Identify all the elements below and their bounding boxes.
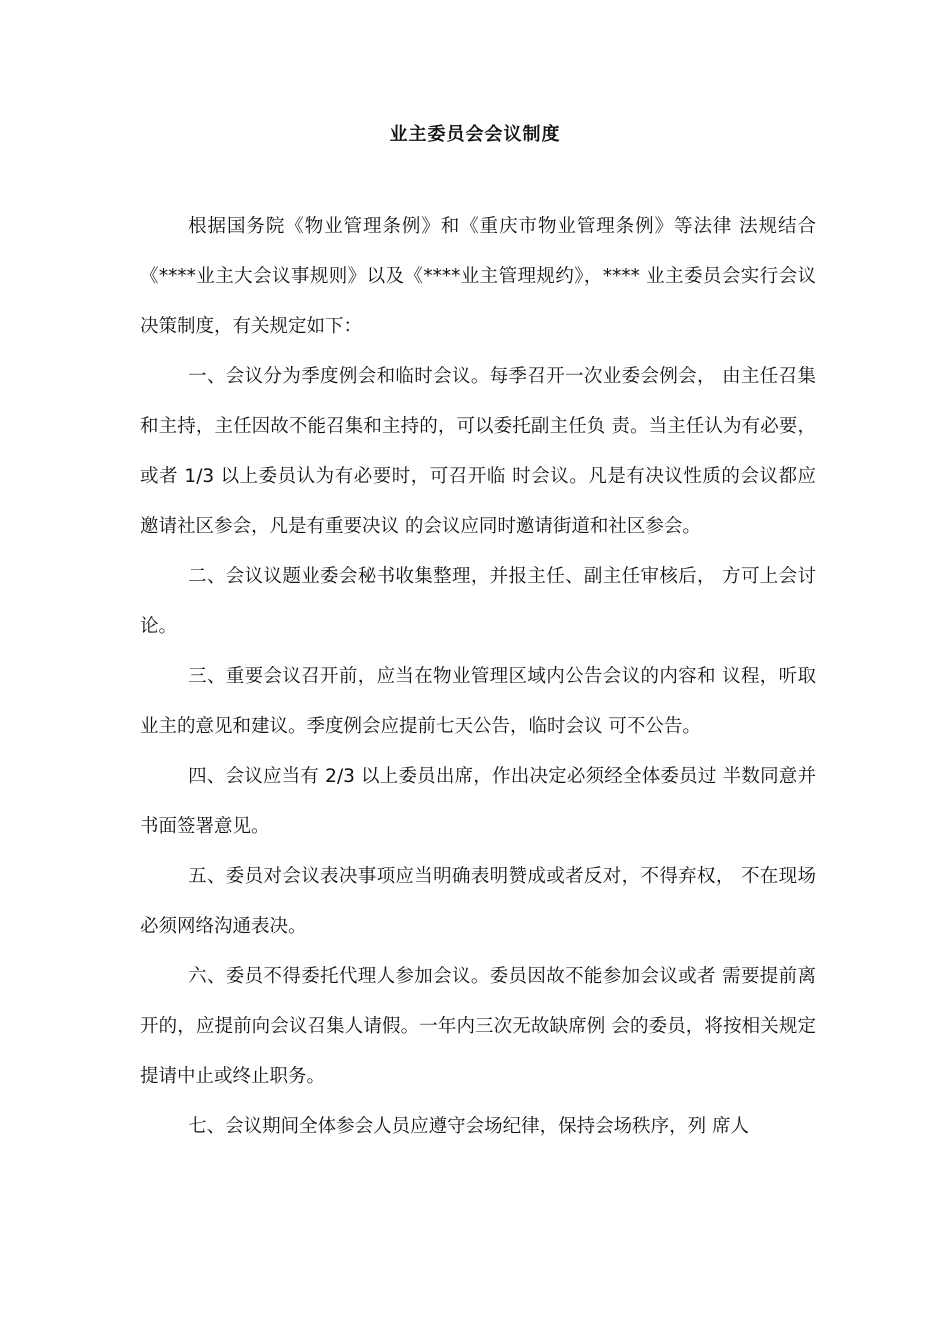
paragraph-5: 五、委员对会议表决事项应当明确表明赞成或者反对，不得弃权， 不在现场必须网络沟通表决。 (140, 866, 816, 937)
paragraph-7: 七、会议期间全体参会人员应遵守会场纪律，保持会场秩序，列 席人 (188, 1116, 749, 1137)
paragraph-2: 二、会议议题业委会秘书收集整理，并报主任、副主任审核后， 方可上会讨论。 (140, 566, 816, 637)
document-body (140, 202, 816, 1152)
paragraph-4: 四、会议应当有 2/3 以上委员出席，作出决定必须经全体委员过 半数同意并书面签署意见。 (140, 766, 816, 837)
paragraph-1: 一、会议分为季度例会和临时会议。每季召开一次业委会例会， 由主任召集和主持，主任因故不能召集和主持的，可以委托副主任负 责。当主任认为有必要，或者 1/3 以上委员认为有必要时，可召开临 时会议。凡是有决议性质的会议都应邀请社区参会，凡是有重要决议 的会议应同时邀请街道和社区参会。 (140, 366, 816, 537)
document-title: 业主委员会会议制度 (389, 124, 561, 145)
paragraph-intro: 根据国务院《物业管理条例》和《重庆市物业管理条例》等法律 法规结合《****业主大会议事规则》以及《****业主管理规约》，**** 业主委员会实行会议决策制度，有关规定如下： (140, 216, 816, 337)
paragraph-6: 六、委员不得委托代理人参加会议。委员因故不能参加会议或者 需要提前离开的，应提前向会议召集人请假。一年内三次无故缺席例 会的委员，将按相关规定提请中止或终止职务。 (140, 966, 816, 1087)
paragraph-3: 三、重要会议召开前，应当在物业管理区域内公告会议的内容和 议程，听取业主的意见和建议。季度例会应提前七天公告，临时会议 可不公告。 (140, 666, 816, 737)
